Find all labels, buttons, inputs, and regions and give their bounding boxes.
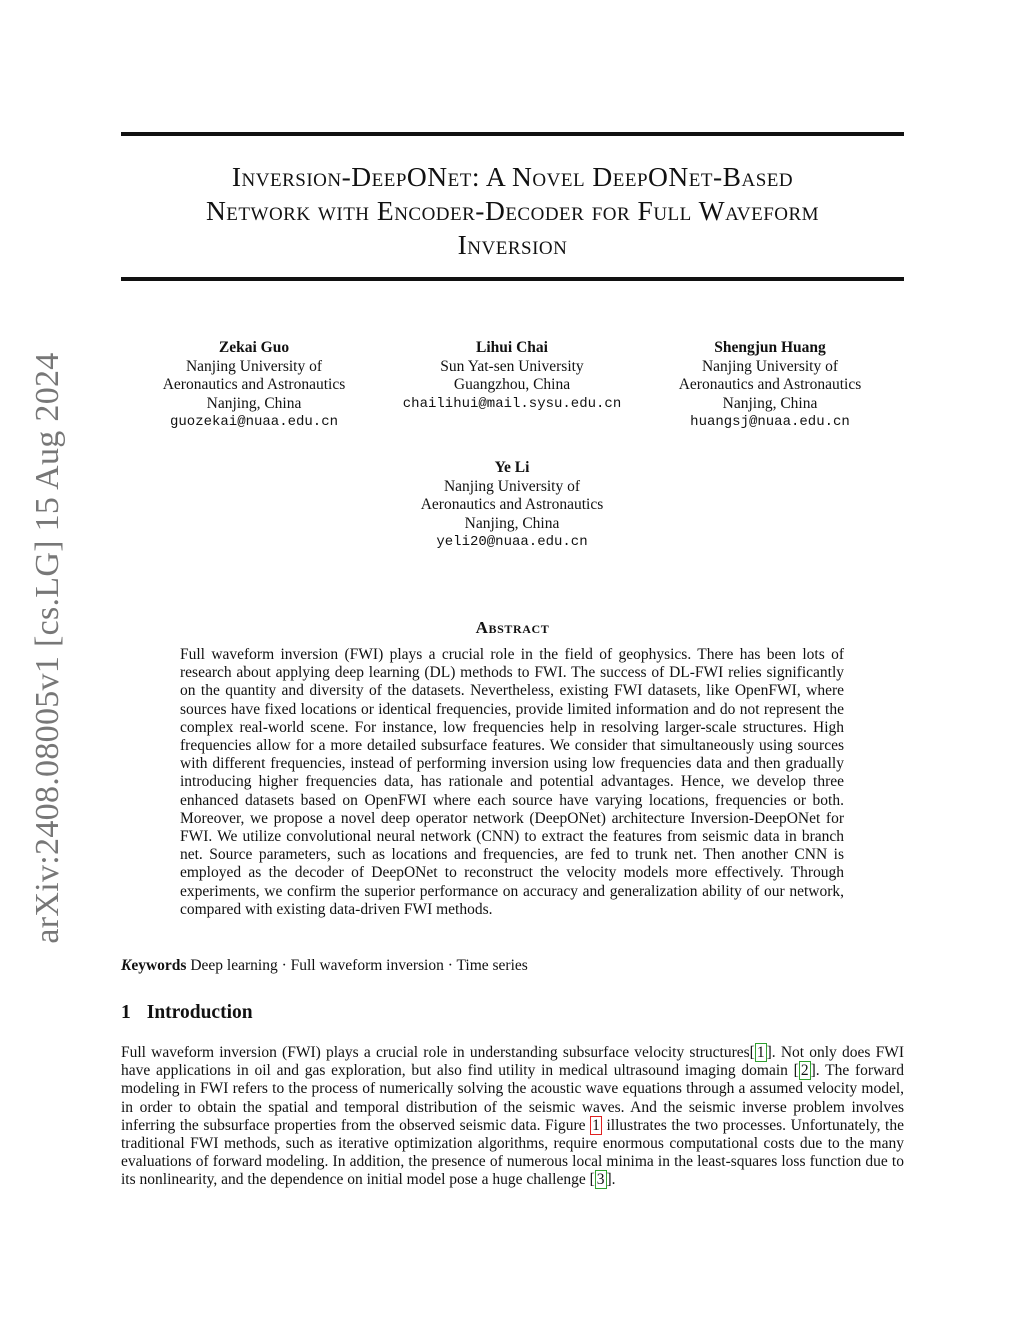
author-affiliation: Aeronautics and Astronautics [678,376,862,393]
intro-text-segment: ]. The forward modeling in FWI refers to the process of numerically solving the acoustic wave equations through a assumed velocity model, in order to obtain the spatial and temporal distribution of the seismic waves. And the seismic inverse problem involves inferring the subsurface properties from the observed seismic data. Figure [121,1062,905,1134]
author-block [134,339,374,432]
keywords-text: Deep learning · Full waveform inversion · Time series [190,957,528,974]
intro-text-segment: illustrates the two processes. Unfortunately, the traditional FWI methods, such as iterative optimization algorithms, require enormous computational costs due to the many evaluations of forward modeling. In addition, the presence of numerous local minima in the least-squares loss function due to its nonlinearity, and the dependence on initial model pose a huge challenge [ [121,1116,904,1189]
title-line-3: Inversion [457,229,568,260]
author-email[interactable]: yeli20@nuaa.edu.cn [436,534,588,550]
section-title: Introduction [146,1002,253,1023]
author-email[interactable]: guozekai@nuaa.edu.cn [169,414,339,430]
title-line-2: Network with Encoder-Decoder for Full Waveform [205,195,820,226]
author-affiliation: Aeronautics and Astronautics [162,376,346,393]
citation-link[interactable]: 1 [756,1044,765,1061]
intro-text-segment: ]. [606,1171,616,1189]
citation-link[interactable]: 3 [596,1171,605,1189]
title-bottom-rule [121,277,904,281]
author-affiliation: Nanjing University of [443,477,581,495]
author-location: Nanjing, China [464,514,560,532]
citation-link[interactable]: 2 [800,1062,809,1080]
author-block [650,339,890,432]
intro-text-segment: Full waveform inversion (FWI) plays a crucial role in understanding subsurface velocity structures[ [121,1044,755,1061]
author-block [392,459,632,552]
author-location: Guangzhou, China [453,376,571,393]
keywords-label [121,957,186,974]
author-email[interactable]: chailihui@mail.sysu.edu.cn [402,395,622,412]
author-name: Ye Li [494,459,530,476]
author-location: Nanjing, China [206,394,302,412]
title-top-rule [121,132,904,136]
author-name: Zekai Guo [218,339,290,356]
author-name: Shengjun Huang [714,339,826,356]
author-block [392,339,632,413]
section-heading-introduction [121,1002,253,1024]
abstract-heading: Abstract [475,618,550,637]
author-affiliation: Nanjing University of [185,357,323,375]
author-location: Nanjing, China [722,394,818,412]
paper-title [121,160,904,262]
author-affiliation: Sun Yat-sen University [440,357,584,375]
intro-text-segment: ]. Not only does FWI have applications in oil and gas exploration, but also find utility in medical ultrasound imaging domain [ [121,1044,905,1080]
abstract-text: Full waveform inversion (FWI) plays a crucial role in the field of geophysics. There has been lots of research about applying deep learning (DL) methods to FWI. The success of DL-FWI relies significantly on the quantity and diversity of the datasets. Nevertheless, existing FWI datasets, like OpenFWI, where sources have fixed locations or identical frequencies, provide limited information and do not represent the complex real-world scene. For instance, low frequencies help in resolving larger-scale structures. High frequencies allow for a more detailed subsurface features. We consider that simultaneously using sources with different frequencies, instead of performing inversion using low frequencies data and then gradually introducing higher frequencies data, has rationale and potential advantages. Hence, we develop three enhanced datasets based on OpenFWI where each source have varying locations, frequencies or both. Moreover, we propose a novel deep operator network (DeepONet) architecture Inversion-DeepONet for FWI. We utilize convolutional neural network (CNN) to extract the features from seismic data in branch net. Source parameters, such as locations and frequencies, are fed to trunk net. Then another CNN is employed as the decoder of DeepONet to reconstruct the velocity models more effectively. Through experiments, we confirm the superior performance on accuracy and generalization ability of our network, compared with existing data-driven FWI methods. [180,646,844,918]
keywords-line [121,957,904,975]
section-number: 1 [121,1002,131,1023]
author-name: Lihui Chai [476,339,548,356]
introduction-paragraph [121,1044,904,1190]
arxiv-identifier[interactable]: arXiv:2408.08005v1 [cs.LG] 15 Aug 2024 [29,352,66,944]
keywords-label-rest: eywords [131,957,187,974]
author-affiliation: Aeronautics and Astronautics [420,496,604,513]
figure-reference-link[interactable]: 1 [592,1116,600,1134]
author-email[interactable]: huangsj@nuaa.edu.cn [690,414,850,430]
keywords-label-initial: K [121,957,132,974]
title-line-1: Inversion-DeepONet: A Novel DeepONet-Based [231,161,794,192]
author-affiliation: Nanjing University of [701,357,839,375]
